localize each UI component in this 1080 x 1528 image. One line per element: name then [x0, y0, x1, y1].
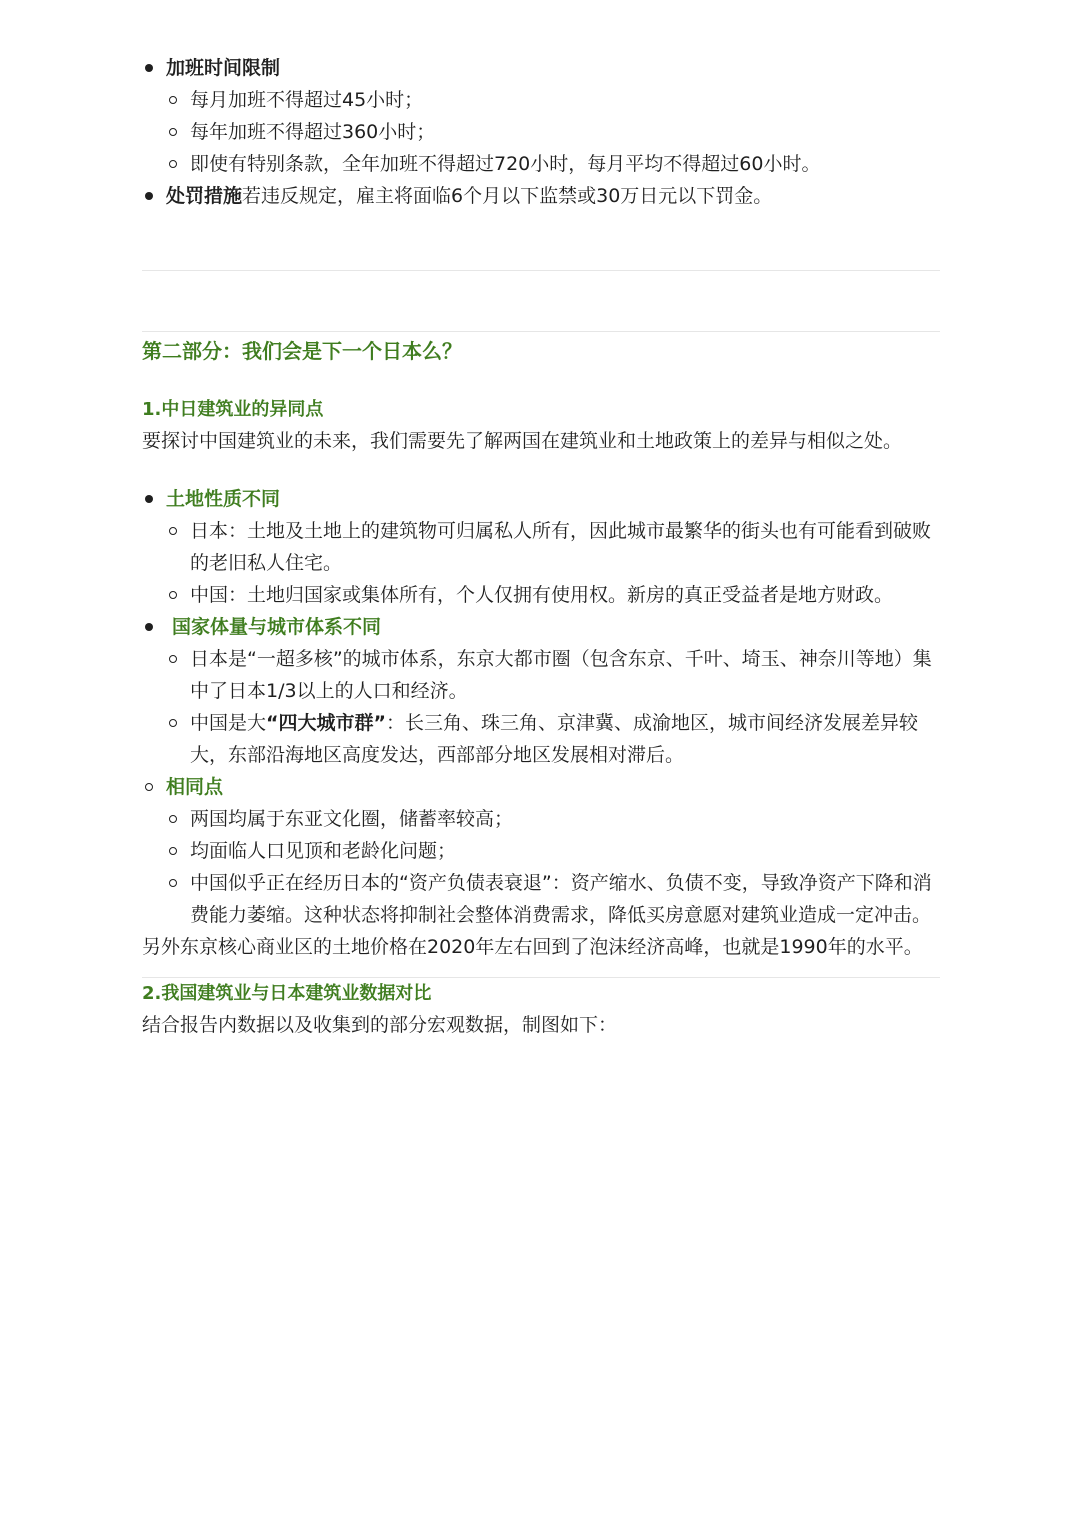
- overtime-sublist: [166, 84, 940, 180]
- text-run: ：长三角、珠三角、京津冀、成渝地区，城市间经济发展差异较大，东部沿海地区高度发达，西部部分地区发展相对滞后。: [190, 712, 919, 766]
- same-sublist: [166, 803, 940, 931]
- list-item: [142, 52, 940, 180]
- list-item: [142, 180, 940, 212]
- same-heading: 相同点: [166, 776, 224, 798]
- section2-title: 2.我国建筑业与日本建筑业数据对比: [142, 983, 432, 1004]
- section1-intro: 要探讨中国建筑业的未来，我们需要先了解两国在建筑业和土地政策上的差异与相似之处。: [142, 430, 903, 452]
- list-item: 两国均属于东亚文化圈，储蓄率较高；: [166, 803, 940, 835]
- tokyo-note: 另外东京核心商业区的土地价格在2020年左右回到了泡沫经济高峰，也就是1990年的水平。: [142, 936, 923, 958]
- list-item: 中国：土地归国家或集体所有，个人仅拥有使用权。新房的真正受益者是地方财政。: [166, 579, 940, 611]
- list-item: 中国似乎正在经历日本的“资产负债表衰退”：资产缩水、负债不变，导致净资产下降和消费能力萎缩。这种状态将抑制社会整体消费需求，降低买房意愿对建筑业造成一定冲击。: [166, 867, 940, 931]
- text-run: 中国是大: [190, 712, 267, 734]
- text-run: “四大城市群”: [266, 712, 386, 734]
- list-item: [166, 707, 940, 771]
- list-item: 每年加班不得超过360小时；: [166, 116, 940, 148]
- section1-title: 1.中日建筑业的异同点: [142, 399, 324, 420]
- list-item: 每月加班不得超过45小时；: [166, 84, 940, 116]
- penalty-text: 若违反规定，雇主将面临6个月以下监禁或30万日元以下罚金。: [242, 185, 773, 207]
- section2-intro: 结合报告内数据以及收集到的部分宏观数据，制图如下：: [142, 1014, 618, 1036]
- list-item: 日本：土地及土地上的建筑物可归属私人所有，因此城市最繁华的街头也有可能看到破败的老旧私人住宅。: [166, 515, 940, 579]
- land-sublist: [166, 515, 940, 611]
- overtime-list: [142, 52, 940, 212]
- article-body: [142, 52, 940, 1041]
- overtime-heading: 加班时间限制: [166, 57, 281, 79]
- list-item: [142, 611, 940, 771]
- list-item: 日本是“一超多核”的城市体系，东京大都市圈（包含东京、千叶、埼玉、神奈川等地）集中了日本1/3以上的人口和经济。: [166, 643, 940, 707]
- divider: [142, 977, 940, 978]
- land-heading: 土地性质不同: [166, 488, 281, 510]
- city-heading: 国家体量与城市体系不同: [172, 616, 382, 638]
- penalty-label: 处罚措施: [166, 185, 243, 207]
- list-item: 均面临人口见顶和老龄化问题；: [166, 835, 940, 867]
- city-sublist: [166, 643, 940, 771]
- part2-title: 第二部分：我们会是下一个日本么？: [142, 339, 462, 363]
- list-item: 即使有特别条款，全年加班不得超过720小时，每月平均不得超过60小时。: [166, 148, 940, 180]
- list-item: [142, 771, 940, 931]
- comparison-list: [142, 483, 940, 931]
- divider: [142, 331, 940, 332]
- list-item: [142, 483, 940, 611]
